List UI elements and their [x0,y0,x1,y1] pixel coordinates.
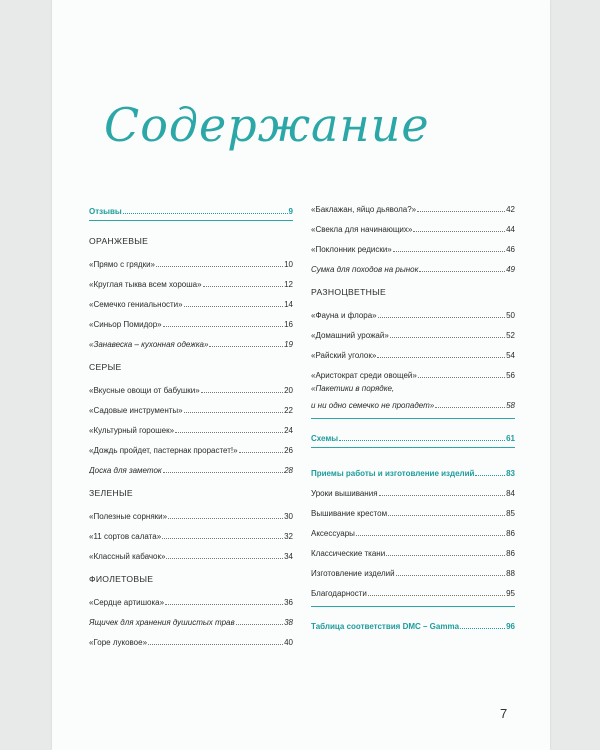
toc-entry[interactable]: «Занавеска – кухонная одежка» 19 [89,340,293,349]
toc-entry[interactable]: «Домашний урожай» 52 [311,331,515,340]
toc-entry[interactable]: «Семечко гениальности» 14 [89,300,293,309]
toc-entry[interactable]: «Райский уголок» 54 [311,351,515,360]
toc-left-column [89,194,293,647]
toc-entry-schemes[interactable]: Схемы 61 [311,434,515,443]
dot-leader [236,623,283,625]
toc-entry[interactable]: Уроки вышивания 84 [311,489,515,498]
page-title: Содержание [104,98,430,152]
toc-entry[interactable]: «Круглая тыква всем хороша» 12 [89,280,293,289]
dot-leader [396,574,505,576]
dot-leader [377,356,505,358]
section-heading-orange: ОРАНЖЕВЫЕ [89,236,149,246]
toc-entry[interactable]: Изготовление изделий 88 [311,569,515,578]
toc-entry-title-line1: «Пакетики в порядке, [311,384,395,393]
toc-entry[interactable]: Вышивание крестом 85 [311,509,515,518]
toc-entry-page: 9 [288,207,293,216]
dot-leader [163,471,283,473]
toc-entry[interactable]: «Поклонник редиски» 46 [311,245,515,254]
section-divider [311,606,515,607]
toc-entry[interactable]: «Синьор Помидор» 16 [89,320,293,329]
toc-entry-multiline[interactable] [311,380,515,410]
dot-leader [201,391,283,393]
dot-leader [203,285,284,287]
dot-leader [184,411,283,413]
toc-entry[interactable]: «Сердце артишока» 36 [89,598,293,607]
section-divider [311,418,515,419]
dot-leader [162,537,283,539]
dot-leader [156,265,283,267]
dot-leader [390,336,505,338]
toc-right-column [311,194,515,631]
dot-leader [393,250,505,252]
dot-leader [166,557,283,559]
dot-leader [419,270,505,272]
toc-entry[interactable]: «Прямо с грядки» 10 [89,260,293,269]
toc-entry-table[interactable]: Таблица соответствия DMC – Gamma 96 [311,622,515,631]
toc-entry[interactable]: «Баклажан, яйцо дьявола?» 42 [311,205,515,214]
dot-leader [378,316,505,318]
page-number: 7 [500,706,508,721]
toc-entry[interactable]: Классические ткани 86 [311,549,515,558]
section-heading-violet: ФИОЛЕТОВЫЕ [89,574,154,584]
section-divider [311,447,515,448]
dot-leader [386,554,505,556]
dot-leader [356,534,505,536]
toc-entry[interactable]: «Культурный горошек» 24 [89,426,293,435]
dot-leader [165,603,283,605]
toc-entry[interactable]: «11 сортов салата» 32 [89,532,293,541]
dot-leader [475,474,505,476]
toc-entry[interactable]: Сумка для походов на рынок 49 [311,265,515,274]
section-heading-green: ЗЕЛЕНЫЕ [89,488,133,498]
dot-leader [175,431,283,433]
dot-leader [379,494,506,496]
toc-entry[interactable]: Благодарности 95 [311,589,515,598]
dot-leader [460,627,505,629]
toc-entry-line2: и ни одно семечко не пропадет» 58 [311,401,515,410]
toc-entry[interactable]: Аксессуары 86 [311,529,515,538]
section-divider [89,220,293,221]
dot-leader [368,594,505,596]
dot-leader [388,514,505,516]
toc-entry[interactable]: «Горе луковое» 40 [89,638,293,647]
toc-entry[interactable]: «Вкусные овощи от бабушки» 20 [89,386,293,395]
dot-leader [413,230,505,232]
toc-entry-reviews[interactable] [89,194,293,216]
book-page [52,0,550,750]
dot-leader [163,325,284,327]
toc-entry[interactable]: «Классный кабачок» 34 [89,552,293,561]
dot-leader [417,210,505,212]
dot-leader [209,345,283,347]
dot-leader [435,406,505,408]
toc-entry[interactable]: «Фауна и флора» 50 [311,311,515,320]
toc-entry[interactable]: «Полезные сорняки» 30 [89,512,293,521]
dot-leader [123,212,288,214]
toc-entry-techniques[interactable]: Приемы работы и изготовление изделий 83 [311,469,515,478]
section-heading-multicolor: РАЗНОЦВЕТНЫЕ [311,287,387,297]
dot-leader [148,643,283,645]
toc-entry[interactable]: Доска для заметок 28 [89,466,293,475]
toc-entry[interactable]: «Свекла для начинающих» 44 [311,225,515,234]
toc-entry-title: Отзывы [89,207,122,216]
section-heading-gray: СЕРЫЕ [89,362,122,372]
dot-leader [168,517,283,519]
toc-entry[interactable]: «Дождь пройдет, пастернак прорастет!» 26 [89,446,293,455]
dot-leader [239,451,284,453]
dot-leader [184,305,283,307]
dot-leader [418,376,505,378]
dot-leader [339,439,505,441]
toc-entry[interactable]: Ящичек для хранения душистых трав 38 [89,618,293,627]
toc-entry[interactable]: «Садовые инструменты» 22 [89,406,293,415]
toc-entry[interactable]: «Аристократ среди овощей» 56 [311,371,515,380]
